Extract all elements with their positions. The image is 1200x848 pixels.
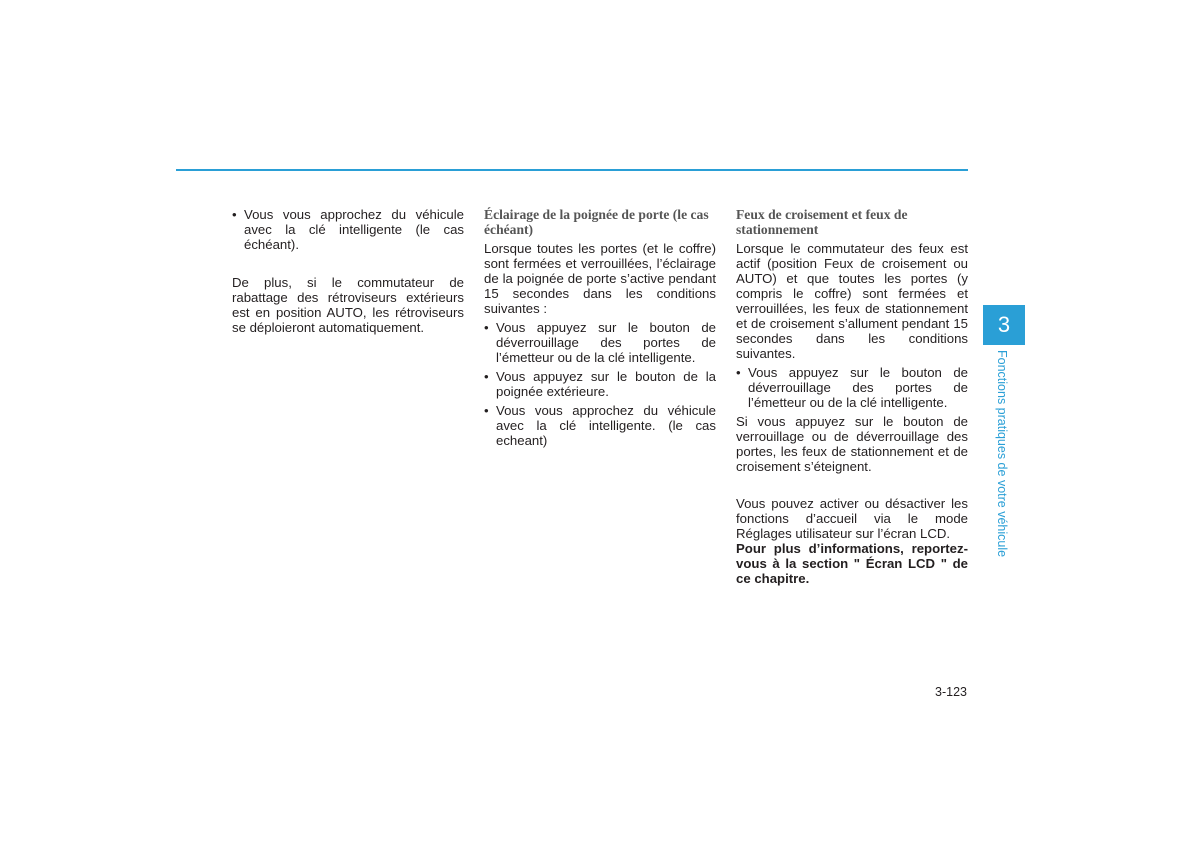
column-middle	[484, 207, 716, 452]
chapter-tab	[983, 305, 1025, 345]
column-right	[736, 207, 968, 586]
list-item: • Vous vous approchez du véhicule avec la clé intelligente. (le cas echeant)	[484, 403, 716, 448]
intro-paragraph: Lorsque toutes les portes (et le coffre) sont fermées et verrouillées, l’éclairage de la poignée de porte s’active pendant 15 secondes dans les conditions suivantes :	[484, 241, 716, 316]
lock-paragraph: Si vous appuyez sur le bouton de verrouillage ou de déverrouillage des portes, les feux de stationnement et de croisement s’éteignent.	[736, 414, 968, 474]
chapter-title: Fonctions pratiques de votre véhicule	[995, 350, 1009, 558]
list-item: • Vous appuyez sur le bouton de la poignée extérieure.	[484, 369, 716, 399]
mirror-paragraph: De plus, si le commutateur de rabattage des rétroviseurs extérieurs est en position AUTO, les rétroviseurs se déploieront automatiquement.	[232, 275, 464, 335]
section-heading: Éclairage de la poignée de porte (le cas échéant)	[484, 207, 709, 237]
info-note: Pour plus d’informations, reportez-vous à la section " Écran LCD " de ce chapitre.	[736, 541, 968, 586]
column-left	[232, 207, 464, 335]
bullet-list	[736, 365, 968, 410]
list-item: • Vous vous approchez du véhicule avec la clé intelligente (le cas échéant).	[232, 207, 464, 252]
list-item: • Vous appuyez sur le bouton de déverrouillage des portes de l’émetteur ou de la clé intelligente.	[736, 365, 968, 410]
header-rule	[176, 169, 968, 171]
page-number: 3-123	[935, 685, 967, 699]
section-heading: Feux de croisement et feux de stationnement	[736, 207, 908, 237]
intro-paragraph: Lorsque le commutateur des feux est actif (position Feux de croisement ou AUTO) et que toutes les portes (y compris le coffre) sont fermées et verrouillées, les feux de stationnement et de croisement s’allument pendant 15 secondes dans les conditions suivantes.	[736, 241, 968, 361]
list-item: • Vous appuyez sur le bouton de déverrouillage des portes de l’émetteur ou de la clé intelligente.	[484, 320, 716, 365]
settings-paragraph: Vous pouvez activer ou désactiver les fonctions d’accueil via le mode Réglages utilisateur sur l’écran LCD.	[736, 496, 968, 541]
chapter-number: 3	[997, 312, 1011, 337]
bullet-list	[484, 320, 716, 448]
bullet-list	[232, 207, 464, 252]
